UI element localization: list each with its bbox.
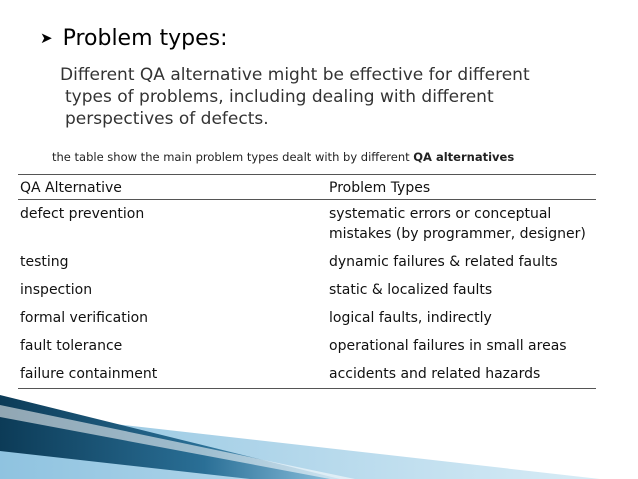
slide-heading	[40, 26, 228, 51]
row-alternative: fault tolerance	[20, 338, 123, 354]
caption-bold-text: QA alternatives	[413, 150, 515, 164]
header-problem-types: Problem Types	[327, 175, 596, 200]
row-problem-line: systematic errors or conceptual	[329, 206, 552, 222]
table-row	[18, 304, 596, 332]
table-row	[18, 276, 596, 304]
row-problem-line: mistakes (by programmer, designer)	[329, 226, 586, 242]
row-alternative: inspection	[20, 282, 93, 298]
table-caption	[52, 150, 514, 164]
row-problem: dynamic failures & related faults	[329, 254, 558, 270]
row-problem: accidents and related hazards	[327, 360, 596, 389]
paragraph-line: perspectives of defects.	[65, 109, 269, 129]
row-problem: logical faults, indirectly	[329, 310, 492, 326]
table-row	[18, 200, 596, 249]
header-qa-alternative: QA Alternative	[18, 175, 327, 200]
row-alternative: testing	[20, 254, 69, 270]
row-problem: static & localized faults	[329, 282, 493, 298]
table-row	[18, 360, 596, 389]
heading-text: Problem types:	[62, 26, 228, 51]
table-row	[18, 332, 596, 360]
row-problem	[327, 200, 596, 249]
body-paragraph	[60, 64, 600, 130]
row-problem: operational failures in small areas	[329, 338, 567, 354]
caption-text: the table show the main problem types dealt with by different	[52, 150, 410, 164]
qa-problem-table	[18, 174, 596, 389]
row-alternative: failure containment	[18, 360, 327, 389]
paragraph-line: types of problems, including dealing with different	[65, 87, 494, 107]
table-header-row	[18, 175, 596, 200]
paragraph-line: Different QA alternative might be effective for different	[60, 65, 530, 85]
row-alternative: formal verification	[20, 310, 149, 326]
decorative-swoosh	[0, 395, 638, 479]
table-row	[18, 248, 596, 276]
arrow-bullet-icon: ➤	[40, 29, 53, 47]
row-alternative: defect prevention	[20, 206, 145, 222]
